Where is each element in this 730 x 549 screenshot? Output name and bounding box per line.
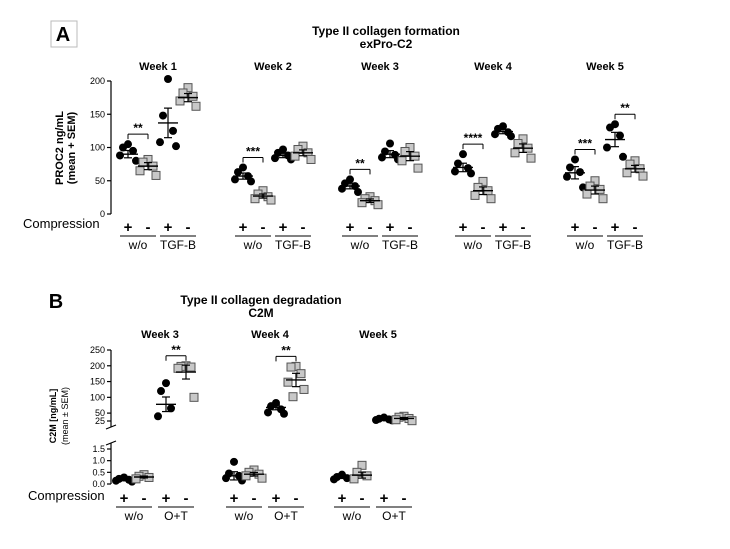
data-point-square — [414, 164, 422, 172]
data-point-circle — [566, 163, 574, 171]
compression-sign: - — [185, 219, 191, 236]
data-point-circle — [280, 410, 288, 418]
group-label: Week 5 — [586, 61, 624, 73]
data-point-circle — [157, 387, 165, 395]
condition-label: TGF-B — [495, 238, 531, 252]
significance-label: ** — [133, 121, 143, 136]
data-point-circle — [169, 127, 177, 135]
data-point-square — [307, 155, 315, 163]
data-point-square — [599, 195, 607, 203]
data-point-circle — [156, 138, 164, 146]
data-point-circle — [264, 408, 272, 416]
condition-label: w/o — [124, 509, 144, 523]
data-point-circle — [112, 477, 120, 485]
compression-sign: - — [141, 490, 147, 507]
y-axis-label-sub: (mean ± SEM) — [60, 387, 70, 445]
data-point-square — [583, 190, 591, 198]
data-point-circle — [619, 153, 627, 161]
condition-label: w/o — [463, 238, 483, 252]
data-point-circle — [330, 475, 338, 483]
y-tick-label: 150 — [89, 109, 105, 120]
condition-label: w/o — [234, 509, 254, 523]
compression-sign: - — [592, 219, 598, 236]
y-tick-label: 1.5 — [92, 444, 105, 454]
x-axis-label: Compression — [23, 216, 100, 231]
data-point-circle — [507, 132, 515, 140]
data-point-circle — [563, 173, 571, 181]
compression-sign: + — [385, 219, 395, 236]
data-point-square — [392, 416, 400, 424]
compression-sign: - — [401, 490, 407, 507]
significance-label: **** — [463, 131, 483, 146]
data-point-square — [242, 472, 250, 480]
y-tick-label: 25 — [94, 416, 105, 426]
data-point-square — [258, 474, 266, 482]
significance-label: ** — [281, 343, 291, 358]
compression-sign: - — [251, 490, 257, 507]
chart-subtitle: C2M — [248, 306, 274, 320]
y-tick-label: 50 — [94, 175, 105, 186]
data-point-square — [192, 102, 200, 110]
compression-sign: + — [123, 219, 133, 236]
y-axis-label-sub: (mean + SEM) — [66, 111, 78, 185]
data-point-circle — [606, 124, 614, 132]
compression-sign: + — [345, 219, 355, 236]
panel-letter: B — [48, 291, 64, 313]
compression-sign: + — [570, 219, 580, 236]
data-point-square — [623, 169, 631, 177]
data-point-circle — [467, 169, 475, 177]
y-tick-label: 150 — [89, 376, 105, 387]
significance-label: *** — [245, 144, 261, 159]
condition-label: O+T — [382, 509, 406, 523]
significance-label: *** — [577, 136, 593, 151]
condition-label: w/o — [342, 509, 362, 523]
compression-sign: - — [520, 219, 526, 236]
x-axis-label: Compression — [28, 488, 105, 503]
data-point-square — [398, 157, 406, 165]
chart-title: Type II collagen formation — [312, 24, 460, 38]
compression-sign: - — [183, 490, 189, 507]
compression-sign: + — [278, 219, 288, 236]
data-point-square — [374, 201, 382, 209]
compression-sign: - — [145, 219, 151, 236]
compression-sign: + — [337, 490, 347, 507]
y-tick-label: 1.0 — [92, 455, 105, 466]
data-point-circle — [451, 167, 459, 175]
condition-label: w/o — [575, 238, 595, 252]
data-point-circle — [172, 142, 180, 150]
condition-label: TGF-B — [160, 238, 196, 252]
data-point-square — [174, 364, 182, 372]
compression-sign: - — [407, 219, 413, 236]
chart-title: Type II collagen degradation — [180, 293, 342, 307]
data-point-circle — [234, 168, 242, 176]
group-label: Week 4 — [251, 329, 289, 341]
compression-sign: + — [163, 219, 173, 236]
panel-letter: A — [55, 24, 71, 46]
condition-label: w/o — [350, 238, 370, 252]
data-point-circle — [159, 112, 167, 120]
data-point-circle — [603, 144, 611, 152]
y-tick-label: 0.0 — [92, 479, 105, 489]
data-point-square — [487, 195, 495, 203]
data-point-square — [300, 385, 308, 393]
compression-sign: + — [119, 490, 129, 507]
data-point-square — [471, 191, 479, 199]
significance-label: ** — [620, 101, 630, 116]
data-point-circle — [116, 151, 124, 159]
compression-sign: - — [480, 219, 486, 236]
group-label: Week 3 — [361, 61, 399, 73]
chart-subtitle: exPro-C2 — [359, 37, 413, 51]
data-point-circle — [230, 458, 238, 466]
condition-label: O+T — [164, 509, 188, 523]
compression-sign: + — [161, 490, 171, 507]
data-point-circle — [154, 412, 162, 420]
compression-sign: - — [367, 219, 373, 236]
significance-label: ** — [171, 342, 181, 357]
y-tick-label: 0 — [99, 209, 105, 219]
group-label: Week 1 — [139, 61, 177, 73]
compression-sign: - — [300, 219, 306, 236]
data-point-square — [136, 167, 144, 175]
data-point-square — [527, 154, 535, 162]
compression-sign: - — [359, 490, 365, 507]
data-point-circle — [162, 379, 170, 387]
group-label: Week 3 — [141, 329, 179, 341]
data-point-square — [289, 393, 297, 401]
compression-sign: - — [632, 219, 638, 236]
data-point-square — [287, 363, 295, 371]
compression-sign: + — [379, 490, 389, 507]
group-label: Week 5 — [359, 329, 397, 341]
condition-label: w/o — [128, 238, 148, 252]
compression-sign: + — [229, 490, 239, 507]
compression-sign: - — [293, 490, 299, 507]
data-point-circle — [459, 150, 467, 158]
data-point-square — [511, 149, 519, 157]
y-tick-label: 250 — [89, 345, 105, 355]
data-point-square — [190, 393, 198, 401]
data-point-circle — [164, 75, 172, 83]
compression-sign: + — [271, 490, 281, 507]
y-axis-label: PROC2 ng/mL — [54, 111, 66, 185]
y-tick-label: 0.5 — [92, 467, 105, 478]
condition-label: TGF-B — [607, 238, 643, 252]
compression-sign: + — [610, 219, 620, 236]
compression-sign: - — [260, 219, 266, 236]
data-point-circle — [571, 155, 579, 163]
data-point-square — [267, 196, 275, 204]
data-point-square — [187, 363, 195, 371]
compression-sign: + — [498, 219, 508, 236]
data-point-square — [626, 160, 634, 168]
condition-label: TGF-B — [275, 238, 311, 252]
y-tick-label: 100 — [89, 392, 105, 403]
y-tick-label: 200 — [89, 360, 105, 371]
data-point-circle — [386, 140, 394, 148]
group-label: Week 4 — [474, 61, 512, 73]
compression-sign: + — [238, 219, 248, 236]
y-axis-label: C2M [ng/mL] — [48, 388, 58, 444]
y-tick-label: 200 — [89, 76, 105, 86]
condition-label: O+T — [274, 509, 298, 523]
condition-label: TGF-B — [382, 238, 418, 252]
data-point-square — [358, 199, 366, 207]
significance-label: ** — [355, 156, 365, 171]
condition-label: w/o — [243, 238, 263, 252]
y-tick-label: 50 — [94, 408, 105, 419]
y-tick-label: 100 — [89, 142, 105, 153]
group-label: Week 2 — [254, 61, 292, 73]
data-point-square — [132, 475, 140, 483]
data-point-square — [152, 171, 160, 179]
compression-sign: + — [458, 219, 468, 236]
data-point-circle — [247, 177, 255, 185]
data-point-square — [639, 172, 647, 180]
data-point-square — [350, 475, 358, 483]
